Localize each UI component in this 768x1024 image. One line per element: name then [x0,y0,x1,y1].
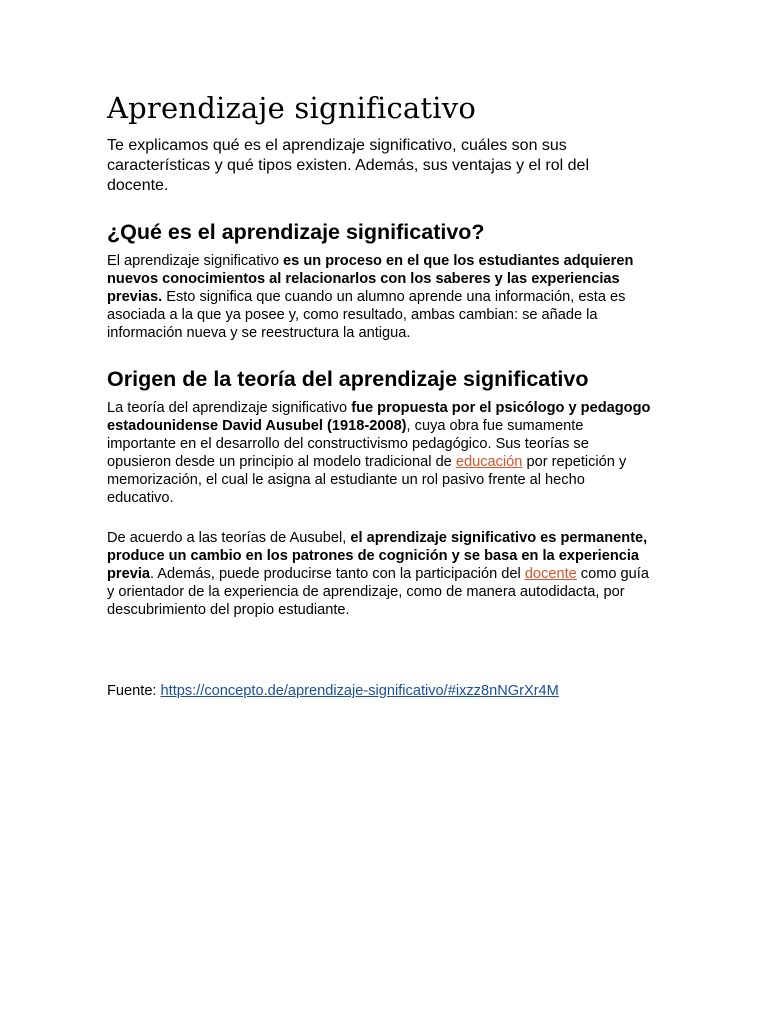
definition-paragraph [107,252,652,342]
origin-text-bold: fue propuesta por el psicólogo y pedagogo estadounidense David Ausubel (1918-2008) [107,400,651,434]
origin-paragraph [107,399,652,507]
source-url-link[interactable]: https://concepto.de/aprendizaje-significativo/#ixzz8nNGrXr4M [160,683,559,699]
source-label: Fuente: [107,683,161,699]
section-heading-origin: Origen de la teoría del aprendizaje significativo [107,367,589,391]
ausubel-text-end: como guía y orientador de la experiencia de aprendizaje, como de manera autodidacta, por descubrimiento del propio estudiante. [107,566,649,618]
ausubel-paragraph [107,529,652,619]
origin-text-middle: , cuya obra fue sumamente importante en el desarrollo del constructivismo pedagógico. Sus teorías se opusieron desde un principio al modelo tradicional de [107,418,589,470]
definition-text-bold: es un proceso en el que los estudiantes adquieren nuevos conocimientos al relacionarlos con los saberes y las experiencias previas. [107,253,634,305]
section-heading-definition: ¿Qué es el aprendizaje significativo? [107,220,485,244]
source-line [107,682,559,700]
educacion-link[interactable]: educación [455,454,523,470]
definition-text-start: El aprendizaje significativo [107,253,284,269]
intro-paragraph: Te explicamos qué es el aprendizaje significativo, cuáles son sus características y qué tipos existen. Además, sus ventajas y el rol del docente. [107,137,590,194]
definition-text-end: Esto significa que cuando un alumno aprende una información, esta es asociada a la que ya posee y, como resultado, ambas cambian: se añade la información nueva y se reestructura la antigua. [107,289,626,341]
ausubel-text-start: De acuerdo a las teorías de Ausubel, [107,530,351,546]
origin-text-start: La teoría del aprendizaje significativo [107,400,352,416]
document-page [107,90,652,619]
document-title: Aprendizaje significativo [107,91,476,125]
origin-text-end: por repetición y memorización, el cual le asigna al estudiante un rol pasivo frente al hecho educativo. [107,454,627,506]
docente-link[interactable]: docente [524,566,577,582]
ausubel-text-bold: el aprendizaje significativo es permanente, produce un cambio en los patrones de cognición y se basa en la experiencia previa [107,530,648,582]
ausubel-text-middle: . Además, puede producirse tanto con la participación del [150,566,525,582]
